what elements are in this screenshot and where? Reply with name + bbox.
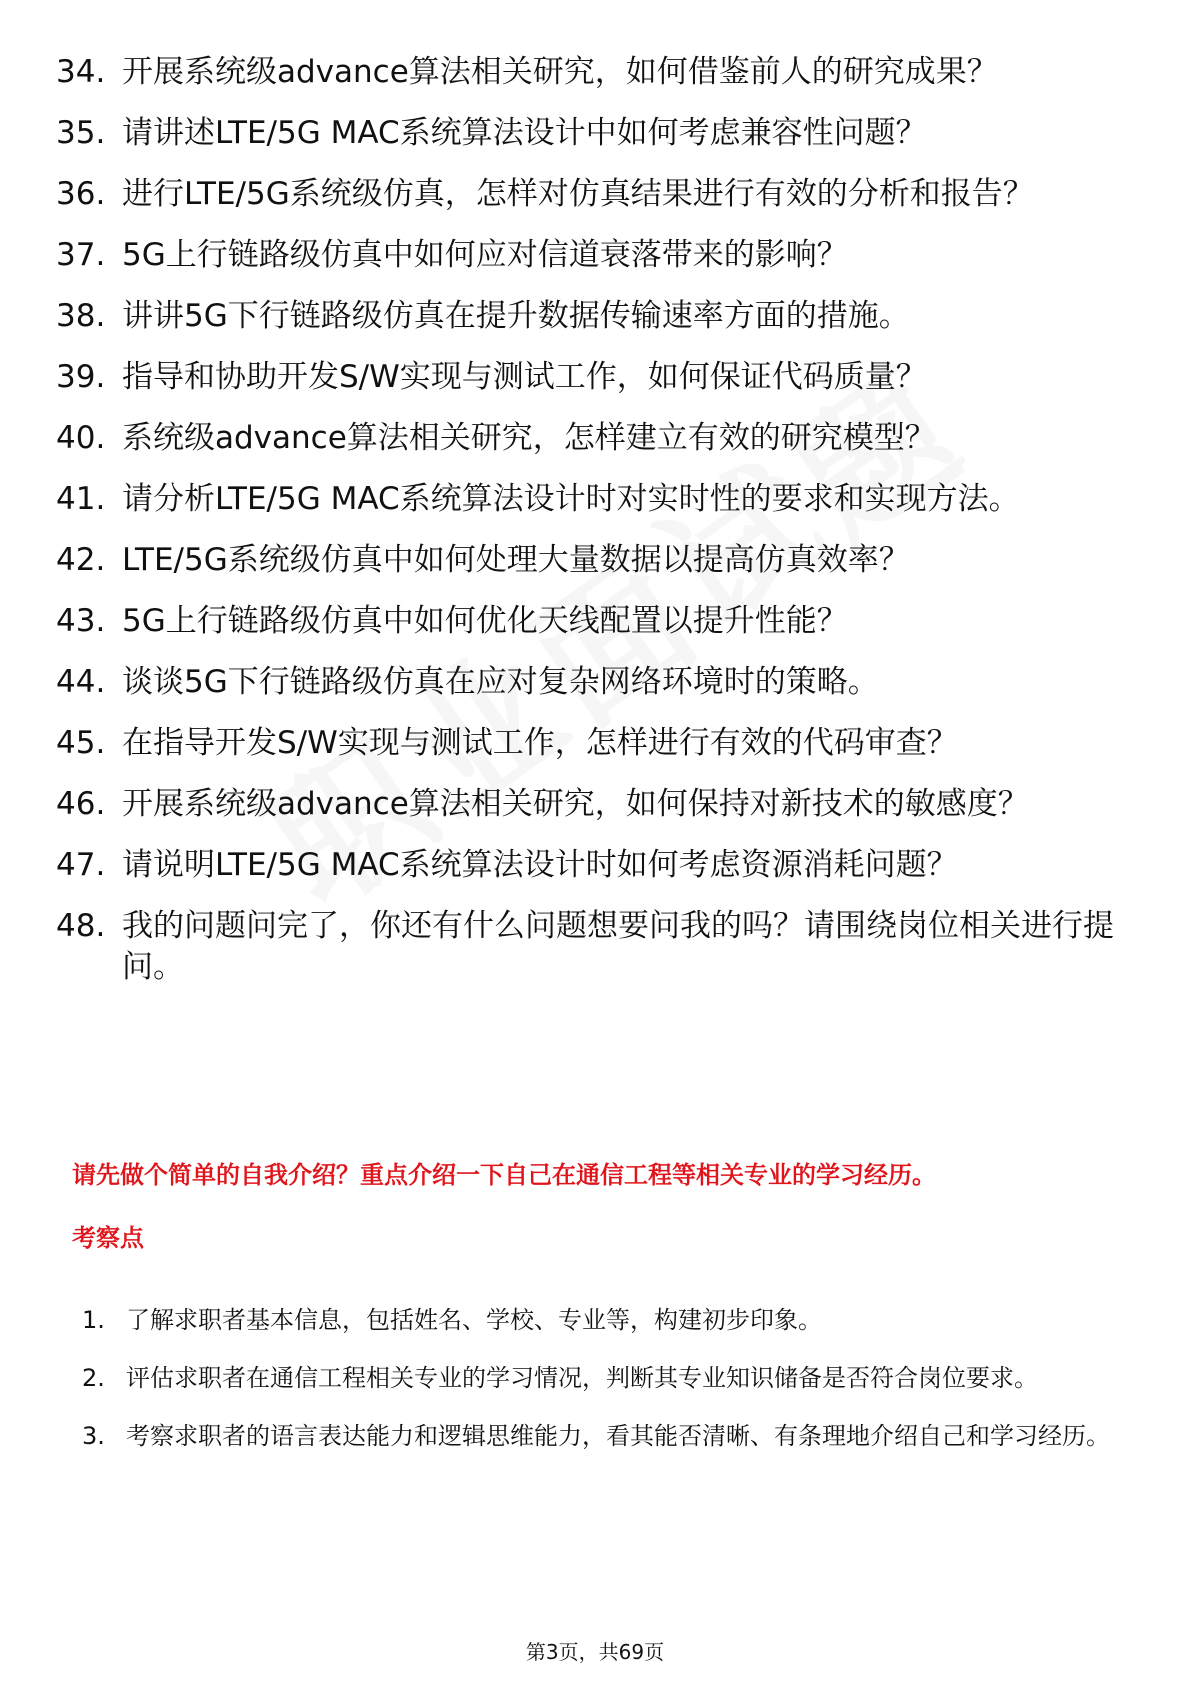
point-text: 了解求职者基本信息，包括姓名、学校、专业等，构建初步印象。 bbox=[126, 1306, 822, 1334]
question-text: 在指导开发S/W实现与测试工作，怎样进行有效的代码审查？ bbox=[122, 725, 958, 761]
question-item bbox=[56, 784, 1136, 825]
question-number: 37. bbox=[56, 237, 106, 273]
question-number: 41. bbox=[56, 481, 106, 517]
question-number: 48. bbox=[56, 908, 106, 944]
question-number: 45. bbox=[56, 725, 106, 761]
question-item bbox=[56, 601, 1136, 642]
question-item bbox=[56, 174, 1136, 215]
question-text: 请讲述LTE/5G MAC系统算法设计中如何考虑兼容性问题？ bbox=[122, 115, 927, 151]
question-text: 开展系统级advance算法相关研究，如何保持对新技术的敏感度？ bbox=[122, 786, 1029, 822]
point-number: 3. bbox=[82, 1422, 105, 1450]
point-number: 1. bbox=[82, 1306, 105, 1334]
question-text: 系统级advance算法相关研究，怎样建立有效的研究模型？ bbox=[122, 420, 936, 456]
question-number: 35. bbox=[56, 115, 106, 151]
question-text: LTE/5G系统级仿真中如何处理大量数据以提高仿真效率？ bbox=[122, 542, 910, 578]
question-text: 讲讲5G下行链路级仿真在提升数据传输速率方面的措施。 bbox=[122, 298, 910, 334]
question-item bbox=[56, 235, 1136, 276]
assessment-point bbox=[82, 1350, 1122, 1406]
question-item bbox=[56, 723, 1136, 764]
question-item bbox=[56, 418, 1136, 459]
question-text: 请说明LTE/5G MAC系统算法设计时如何考虑资源消耗问题？ bbox=[122, 847, 958, 883]
section-heading: 考察点 bbox=[72, 1224, 144, 1252]
question-item bbox=[56, 296, 1136, 337]
question-text: 我的问题问完了，你还有什么问题想要问我的吗？请围绕岗位相关进行提问。 bbox=[122, 908, 1114, 985]
question-item bbox=[56, 662, 1136, 703]
question-number: 43. bbox=[56, 603, 106, 639]
question-text: 5G上行链路级仿真中如何优化天线配置以提升性能？ bbox=[122, 603, 848, 639]
question-number: 39. bbox=[56, 359, 106, 395]
question-item bbox=[56, 906, 1136, 988]
question-text: 开展系统级advance算法相关研究，如何借鉴前人的研究成果？ bbox=[122, 54, 998, 90]
assessment-point bbox=[82, 1292, 1122, 1348]
point-number: 2. bbox=[82, 1364, 105, 1392]
question-number: 36. bbox=[56, 176, 106, 212]
question-number: 44. bbox=[56, 664, 106, 700]
question-item bbox=[56, 479, 1136, 520]
question-item bbox=[56, 52, 1136, 93]
question-number: 46. bbox=[56, 786, 106, 822]
question-item bbox=[56, 357, 1136, 398]
question-item bbox=[56, 540, 1136, 581]
question-item bbox=[56, 845, 1136, 886]
question-number: 47. bbox=[56, 847, 106, 883]
question-text: 5G上行链路级仿真中如何应对信道衰落带来的影响？ bbox=[122, 237, 848, 273]
question-number: 38. bbox=[56, 298, 106, 334]
question-number: 40. bbox=[56, 420, 106, 456]
highlight-question: 请先做个简单的自我介绍？重点介绍一下自己在通信工程等相关专业的学习经历。 bbox=[72, 1161, 936, 1189]
question-text: 谈谈5G下行链路级仿真在应对复杂网络环境时的策略。 bbox=[122, 664, 879, 700]
question-number: 34. bbox=[56, 54, 106, 90]
point-text: 考察求职者的语言表达能力和逻辑思维能力，看其能否清晰、有条理地介绍自己和学习经历。 bbox=[126, 1422, 1110, 1450]
question-list bbox=[56, 52, 1136, 1008]
question-item bbox=[56, 113, 1136, 154]
point-text: 评估求职者在通信工程相关专业的学习情况，判断其专业知识储备是否符合岗位要求。 bbox=[126, 1364, 1038, 1392]
question-text: 指导和协助开发S/W实现与测试工作，如何保证代码质量？ bbox=[122, 359, 927, 395]
assessment-point bbox=[82, 1408, 1122, 1464]
question-number: 42. bbox=[56, 542, 106, 578]
question-text: 进行LTE/5G系统级仿真，怎样对仿真结果进行有效的分析和报告？ bbox=[122, 176, 1034, 212]
assessment-point-list bbox=[82, 1292, 1122, 1466]
page-footer: 第3页，共69页 bbox=[525, 1640, 665, 1664]
question-text: 请分析LTE/5G MAC系统算法设计时对实时性的要求和实现方法。 bbox=[122, 481, 1020, 517]
